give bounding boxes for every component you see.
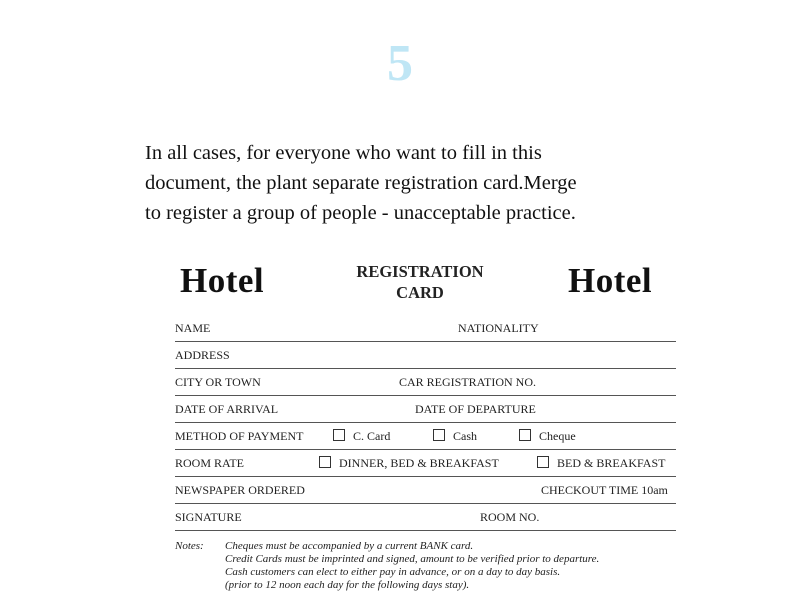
checkbox-icon[interactable] bbox=[537, 456, 549, 468]
card-title-line: REGISTRATION bbox=[356, 262, 484, 281]
intro-line: document, the plant separate registration card.Merge bbox=[145, 172, 577, 194]
rate-bb-label: BED & BREAKFAST bbox=[557, 456, 666, 470]
name-label: NAME bbox=[175, 321, 211, 335]
payment-label: METHOD OF PAYMENT bbox=[175, 429, 304, 443]
intro-line: In all cases, for everyone who want to fill in this bbox=[145, 142, 542, 164]
departure-label: DATE OF DEPARTURE bbox=[415, 402, 536, 416]
rate-option-bb bbox=[537, 456, 665, 471]
payment-cheque-label: Cheque bbox=[539, 429, 576, 443]
address-label: ADDRESS bbox=[175, 348, 230, 362]
arrival-label: DATE OF ARRIVAL bbox=[175, 402, 279, 416]
rate-option-dbb bbox=[319, 456, 499, 471]
notes-line: Cheques must be accompanied by a current BANK card. bbox=[225, 540, 474, 552]
checkbox-icon[interactable] bbox=[333, 429, 345, 441]
notes-line: (prior to 12 noon each day for the following days stay). bbox=[225, 579, 470, 591]
checkbox-icon[interactable] bbox=[519, 429, 531, 441]
signature-label: SIGNATURE bbox=[175, 510, 242, 524]
notes-lines bbox=[225, 540, 599, 592]
notes-line: Credit Cards must be imprinted and signed, amount to be verified prior to departure. bbox=[225, 553, 600, 565]
form-row-name bbox=[175, 315, 676, 342]
nationality-label: NATIONALITY bbox=[458, 321, 539, 335]
form-row-dates bbox=[175, 396, 676, 423]
city-label: CITY OR TOWN bbox=[175, 375, 261, 389]
payment-card-label: C. Card bbox=[353, 429, 391, 443]
checkbox-icon[interactable] bbox=[319, 456, 331, 468]
form-row-city bbox=[175, 369, 676, 396]
form-row-payment bbox=[175, 423, 676, 450]
checkout-label: CHECKOUT TIME 10am bbox=[541, 483, 668, 497]
card-title bbox=[320, 261, 520, 303]
room-number-label: ROOM NO. bbox=[480, 510, 540, 524]
payment-option-cheque bbox=[519, 429, 576, 444]
payment-cash-label: Cash bbox=[453, 429, 477, 443]
card-title-line: CARD bbox=[396, 283, 444, 302]
form-row-room-rate bbox=[175, 450, 676, 477]
intro-line: to register a group of people - unacceptable practice. bbox=[145, 202, 576, 224]
form-row-newspaper bbox=[175, 477, 676, 504]
car-registration-label: CAR REGISTRATION NO. bbox=[399, 375, 537, 389]
payment-option-cash bbox=[433, 429, 477, 444]
checkbox-icon[interactable] bbox=[433, 429, 445, 441]
registration-card bbox=[170, 255, 680, 600]
room-rate-label: ROOM RATE bbox=[175, 456, 245, 470]
hotel-logo-right: Hotel bbox=[568, 261, 653, 300]
form-row-address bbox=[175, 342, 676, 369]
newspaper-label: NEWSPAPER ORDERED bbox=[175, 483, 305, 497]
notes-label: Notes: bbox=[175, 540, 204, 552]
slide-number: 5 bbox=[387, 35, 413, 92]
form-row-signature bbox=[175, 504, 676, 531]
payment-option-card bbox=[333, 429, 390, 444]
notes-line: Cash customers can elect to either pay in advance, or on a day to day basis. bbox=[225, 566, 561, 578]
hotel-logo-left: Hotel bbox=[180, 261, 265, 300]
intro-paragraph bbox=[145, 138, 745, 228]
rate-dbb-label: DINNER, BED & BREAKFAST bbox=[339, 456, 499, 470]
